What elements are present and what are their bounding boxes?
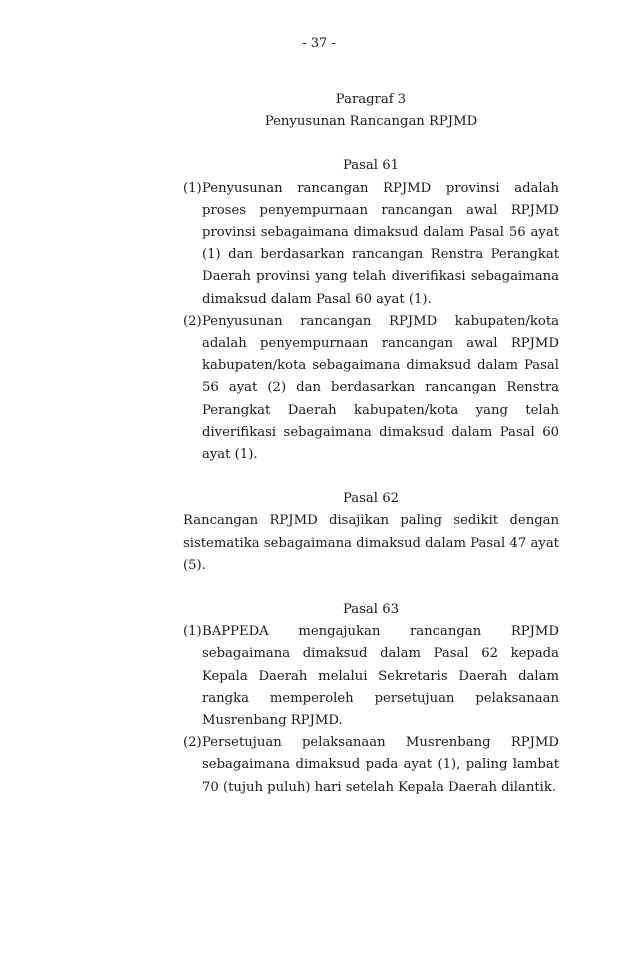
item-number: (1) <box>183 624 202 640</box>
section-pasal-62 <box>183 488 559 577</box>
page-number: - 37 - <box>302 36 336 51</box>
item-number: (2) <box>183 313 202 329</box>
list-item <box>183 621 559 732</box>
document-body <box>183 89 559 799</box>
section-title: Pasal 63 <box>343 602 399 618</box>
item-text: BAPPEDA mengajukan rancangan RPJMD sebagaimana dimaksud dalam Pasal 62 kepada Kepala Daerah melalui Sekretaris Daerah dalam rangka memperoleh persetujuan pelaksanaan Musrenbang RPJMD. <box>202 624 559 729</box>
list-item <box>183 732 559 799</box>
item-number: (2) <box>183 735 202 751</box>
section-pasal-61 <box>183 155 559 466</box>
spacer <box>183 466 559 488</box>
paragraph-subheading: Penyusunan Rancangan RPJMD <box>264 114 478 130</box>
paragraph-heading: Paragraf 3 <box>335 92 407 107</box>
list-item <box>183 178 559 311</box>
section-title: Pasal 62 <box>343 491 399 507</box>
item-text: Persetujuan pelaksanaan Musrenbang RPJMD sebagaimana dimaksud pada ayat (1), paling lambat 70 (tujuh puluh) hari setelah Kepala Daerah dilantik. <box>202 735 559 795</box>
section-title: Pasal 61 <box>343 158 399 174</box>
list-item <box>183 311 559 466</box>
item-number: (1) <box>183 180 202 196</box>
section-text: Rancangan RPJMD disajikan paling sedikit dengan sistematika sebagaimana dimaksud dalam Pasal 47 ayat (5). <box>183 513 559 573</box>
spacer <box>183 577 559 599</box>
item-text: Penyusunan rancangan RPJMD kabupaten/kota adalah penyempurnaan rancangan awal RPJMD kabupaten/kota sebagaimana dimaksud dalam Pasal 56 ayat (2) dan berdasarkan rancangan Renstra Perangkat Daerah kabupaten/kota yang telah diverifikasi sebagaimana dimaksud dalam Pasal 60 ayat (1). <box>202 313 559 463</box>
item-text: Penyusunan rancangan RPJMD provinsi adalah proses penyempurnaan rancangan awal RPJMD provinsi sebagaimana dimaksud dalam Pasal 56 ayat (1) dan berdasarkan rancangan Renstra Perangkat Daerah provinsi yang telah diverifikasi sebagaimana dimaksud dalam Pasal 60 ayat (1). <box>202 180 559 307</box>
section-pasal-63 <box>183 599 559 799</box>
spacer <box>183 133 559 155</box>
